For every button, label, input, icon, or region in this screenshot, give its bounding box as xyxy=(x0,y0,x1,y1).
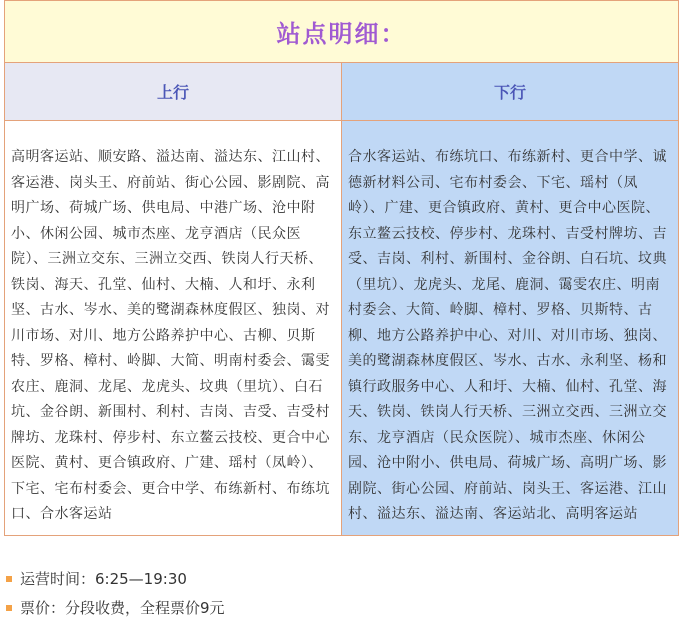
title-bar xyxy=(5,1,678,63)
operating-hours xyxy=(6,568,187,589)
operating-hours-text: 运营时间：6:25—19:30 xyxy=(20,570,187,588)
bullet-icon xyxy=(6,576,12,582)
down-route-cell xyxy=(342,121,678,535)
bullet-icon xyxy=(6,605,12,611)
up-route-stops: 高明客运站、顺安路、溢达南、溢达东、江山村、客运港、岗头王、府前站、街心公园、影剧院、高明广场、荷城广场、供电局、中港广场、沧中附小、休闲公园、城市杰座、龙亨酒店（民众医院）、三洲立交东、三洲立交西、铁岗人行天桥、铁岗、海天、孔堂、仙村、大楠、人和圩、永利坚、古水、岑水、美的鹭湖森林度假区、独岗、对川市场、对川、地方公路养护中心、古柳、贝斯特、罗格、樟村、岭脚、大简、明南村委会、霭雯农庄、鹿洞、龙尾、龙虎头、坟典（里坑）、白石坑、金谷朗、新围村、利村、吉岗、吉受、吉受村牌坊、龙珠村、停步村、东立鳌云技校、更合中心医院、黄村、更合镇政府、广建、瑶村（凤岭）、下宅、宅布村委会、更合中学、布练新村、布练坑口、合水客运站 xyxy=(11,149,330,522)
up-direction-label: 上行 xyxy=(156,83,189,102)
fare-text: 票价：分段收费，全程票价9元 xyxy=(20,599,225,617)
fare-info xyxy=(6,597,225,618)
up-direction-header xyxy=(5,63,342,121)
route-card xyxy=(4,0,679,536)
up-route-cell xyxy=(5,121,342,535)
down-direction-header xyxy=(342,63,678,121)
down-direction-label: 下行 xyxy=(493,83,526,102)
page-title: 站点明细： xyxy=(276,20,407,48)
down-route-stops: 合水客运站、布练坑口、布练新村、更合中学、诚德新材料公司、宅布村委会、下宅、瑶村（凤岭）、广建、更合镇政府、黄村、更合中心医院、东立鳌云技校、停步村、龙珠村、吉受村牌坊、吉受、吉岗、利村、新围村、金谷朗、白石坑、坟典（里坑）、龙虎头、龙尾、鹿洞、霭雯农庄、明南村委会、大简、岭脚、樟村、罗格、贝斯特、古柳、地方公路养护中心、对川、对川市场、独岗、美的鹭湖森林度假区、岑水、古水、永利坚、杨和镇行政服务中心、人和圩、大楠、仙村、孔堂、海天、铁岗、铁岗人行天桥、三洲立交西、三洲立交东、龙亨酒店（民众医院）、城市杰座、休闲公园、沧中附小、供电局、荷城广场、高明广场、影剧院、街心公园、府前站、岗头王、客运港、江山村、溢达东、溢达南、客运站北、高明客运站 xyxy=(348,149,667,522)
